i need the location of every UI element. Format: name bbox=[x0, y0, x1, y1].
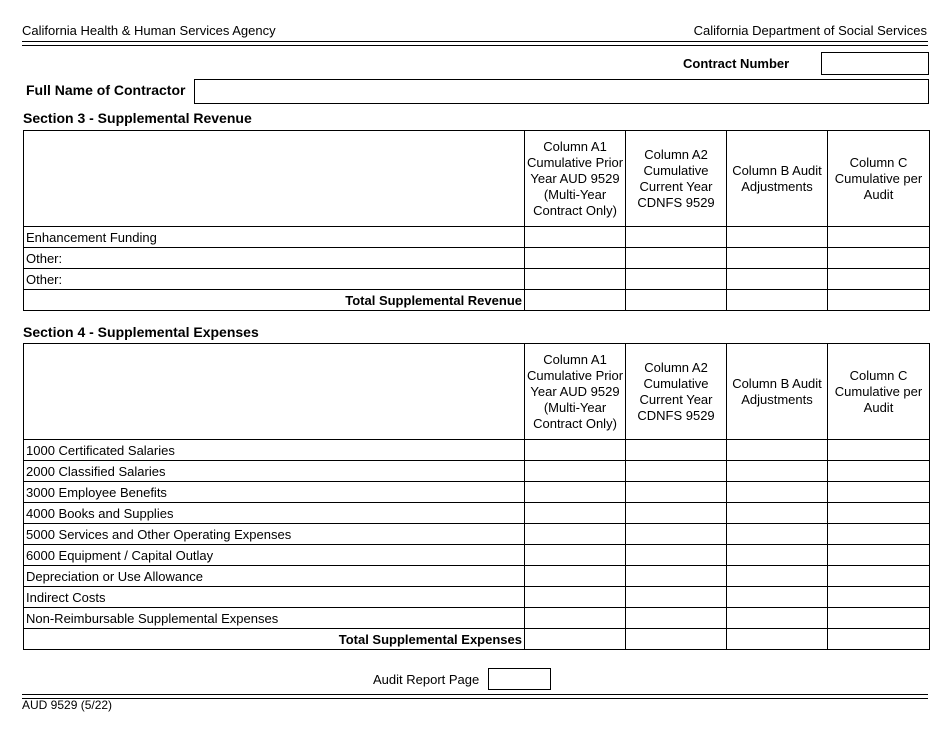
amount-input-cell[interactable] bbox=[525, 629, 626, 650]
table-row bbox=[24, 587, 930, 608]
amount-input-cell[interactable] bbox=[727, 248, 828, 269]
amount-input-cell[interactable] bbox=[828, 545, 930, 566]
row-label: Indirect Costs bbox=[24, 587, 525, 608]
footer-rule-bottom bbox=[22, 698, 928, 699]
row-label: 2000 Classified Salaries bbox=[24, 461, 525, 482]
amount-input-cell[interactable] bbox=[525, 290, 626, 311]
supplemental-expenses-table bbox=[23, 343, 930, 650]
column-header: Column A2 Cumulative Current Year CDNFS 9529 bbox=[626, 131, 727, 227]
row-label: Enhancement Funding bbox=[24, 227, 525, 248]
table-row bbox=[24, 461, 930, 482]
amount-input-cell[interactable] bbox=[626, 227, 727, 248]
department-name: California Department of Social Services bbox=[693, 23, 927, 38]
header-rule-bottom bbox=[22, 45, 928, 46]
section4-title: Section 4 - Supplemental Expenses bbox=[23, 324, 259, 340]
column-header: Column A1 Cumulative Prior Year AUD 9529 (Multi-Year Contract Only) bbox=[525, 344, 626, 440]
amount-input-cell[interactable] bbox=[525, 566, 626, 587]
table-header-row bbox=[24, 344, 930, 440]
amount-input-cell[interactable] bbox=[626, 248, 727, 269]
row-label: Non-Reimbursable Supplemental Expenses bbox=[24, 608, 525, 629]
amount-input-cell[interactable] bbox=[828, 248, 930, 269]
amount-input-cell[interactable] bbox=[828, 269, 930, 290]
audit-report-page-label: Audit Report Page bbox=[373, 672, 480, 687]
amount-input-cell[interactable] bbox=[525, 269, 626, 290]
amount-input-cell[interactable] bbox=[727, 566, 828, 587]
amount-input-cell[interactable] bbox=[626, 503, 727, 524]
agency-name: California Health & Human Services Agency bbox=[22, 23, 276, 38]
amount-input-cell[interactable] bbox=[626, 587, 727, 608]
table-row bbox=[24, 227, 930, 248]
contract-number-label: Contract Number bbox=[683, 56, 790, 71]
header-rule-top bbox=[22, 41, 928, 42]
amount-input-cell[interactable] bbox=[525, 482, 626, 503]
row-label: 6000 Equipment / Capital Outlay bbox=[24, 545, 525, 566]
amount-input-cell[interactable] bbox=[727, 545, 828, 566]
amount-input-cell[interactable] bbox=[727, 608, 828, 629]
column-header: Column C Cumulative per Audit bbox=[828, 344, 930, 440]
form-id: AUD 9529 (5/22) bbox=[22, 698, 113, 712]
table-row bbox=[24, 566, 930, 587]
amount-input-cell[interactable] bbox=[525, 461, 626, 482]
amount-input-cell[interactable] bbox=[828, 587, 930, 608]
amount-input-cell[interactable] bbox=[828, 440, 930, 461]
table-row bbox=[24, 608, 930, 629]
amount-input-cell[interactable] bbox=[727, 227, 828, 248]
total-row bbox=[24, 629, 930, 650]
total-label: Total Supplemental Expenses bbox=[24, 629, 525, 650]
amount-input-cell[interactable] bbox=[525, 587, 626, 608]
amount-input-cell[interactable] bbox=[727, 269, 828, 290]
audit-report-page-field[interactable] bbox=[488, 668, 551, 690]
amount-input-cell[interactable] bbox=[626, 629, 727, 650]
amount-input-cell[interactable] bbox=[828, 227, 930, 248]
section3-title: Section 3 - Supplemental Revenue bbox=[23, 110, 252, 126]
header-blank-cell bbox=[24, 131, 525, 227]
row-label: 1000 Certificated Salaries bbox=[24, 440, 525, 461]
column-header: Column A2 Cumulative Current Year CDNFS 9529 bbox=[626, 344, 727, 440]
amount-input-cell[interactable] bbox=[727, 587, 828, 608]
amount-input-cell[interactable] bbox=[828, 629, 930, 650]
footer-rule-top bbox=[22, 694, 928, 695]
row-label: 4000 Books and Supplies bbox=[24, 503, 525, 524]
table-row bbox=[24, 545, 930, 566]
amount-input-cell[interactable] bbox=[727, 440, 828, 461]
total-label: Total Supplemental Revenue bbox=[24, 290, 525, 311]
amount-input-cell[interactable] bbox=[828, 290, 930, 311]
amount-input-cell[interactable] bbox=[525, 608, 626, 629]
amount-input-cell[interactable] bbox=[626, 290, 727, 311]
amount-input-cell[interactable] bbox=[828, 608, 930, 629]
contractor-name-label: Full Name of Contractor bbox=[26, 82, 186, 98]
amount-input-cell[interactable] bbox=[727, 482, 828, 503]
amount-input-cell[interactable] bbox=[626, 440, 727, 461]
amount-input-cell[interactable] bbox=[626, 545, 727, 566]
amount-input-cell[interactable] bbox=[626, 482, 727, 503]
total-row bbox=[24, 290, 930, 311]
column-header: Column A1 Cumulative Prior Year AUD 9529 (Multi-Year Contract Only) bbox=[525, 131, 626, 227]
row-label: 3000 Employee Benefits bbox=[24, 482, 525, 503]
amount-input-cell[interactable] bbox=[626, 461, 727, 482]
amount-input-cell[interactable] bbox=[626, 608, 727, 629]
table-row bbox=[24, 440, 930, 461]
amount-input-cell[interactable] bbox=[727, 629, 828, 650]
supplemental-revenue-table bbox=[23, 130, 930, 311]
table-row bbox=[24, 524, 930, 545]
table-row bbox=[24, 269, 930, 290]
amount-input-cell[interactable] bbox=[525, 503, 626, 524]
amount-input-cell[interactable] bbox=[525, 227, 626, 248]
table-header-row bbox=[24, 131, 930, 227]
amount-input-cell[interactable] bbox=[525, 440, 626, 461]
amount-input-cell[interactable] bbox=[727, 290, 828, 311]
row-label: Depreciation or Use Allowance bbox=[24, 566, 525, 587]
amount-input-cell[interactable] bbox=[828, 461, 930, 482]
amount-input-cell[interactable] bbox=[828, 482, 930, 503]
row-label: Other: bbox=[24, 269, 525, 290]
amount-input-cell[interactable] bbox=[626, 566, 727, 587]
header-blank-cell bbox=[24, 344, 525, 440]
amount-input-cell[interactable] bbox=[828, 503, 930, 524]
contractor-name-field[interactable] bbox=[194, 79, 929, 104]
contract-number-field[interactable] bbox=[821, 52, 929, 75]
column-header: Column B Audit Adjustments bbox=[727, 344, 828, 440]
amount-input-cell[interactable] bbox=[727, 503, 828, 524]
amount-input-cell[interactable] bbox=[525, 524, 626, 545]
amount-input-cell[interactable] bbox=[727, 524, 828, 545]
amount-input-cell[interactable] bbox=[727, 461, 828, 482]
table-row bbox=[24, 248, 930, 269]
column-header: Column B Audit Adjustments bbox=[727, 131, 828, 227]
amount-input-cell[interactable] bbox=[626, 269, 727, 290]
amount-input-cell[interactable] bbox=[525, 545, 626, 566]
table-row bbox=[24, 503, 930, 524]
amount-input-cell[interactable] bbox=[828, 566, 930, 587]
row-label: 5000 Services and Other Operating Expenses bbox=[24, 524, 525, 545]
amount-input-cell[interactable] bbox=[828, 524, 930, 545]
amount-input-cell[interactable] bbox=[626, 524, 727, 545]
table-row bbox=[24, 482, 930, 503]
row-label: Other: bbox=[24, 248, 525, 269]
amount-input-cell[interactable] bbox=[525, 248, 626, 269]
column-header: Column C Cumulative per Audit bbox=[828, 131, 930, 227]
